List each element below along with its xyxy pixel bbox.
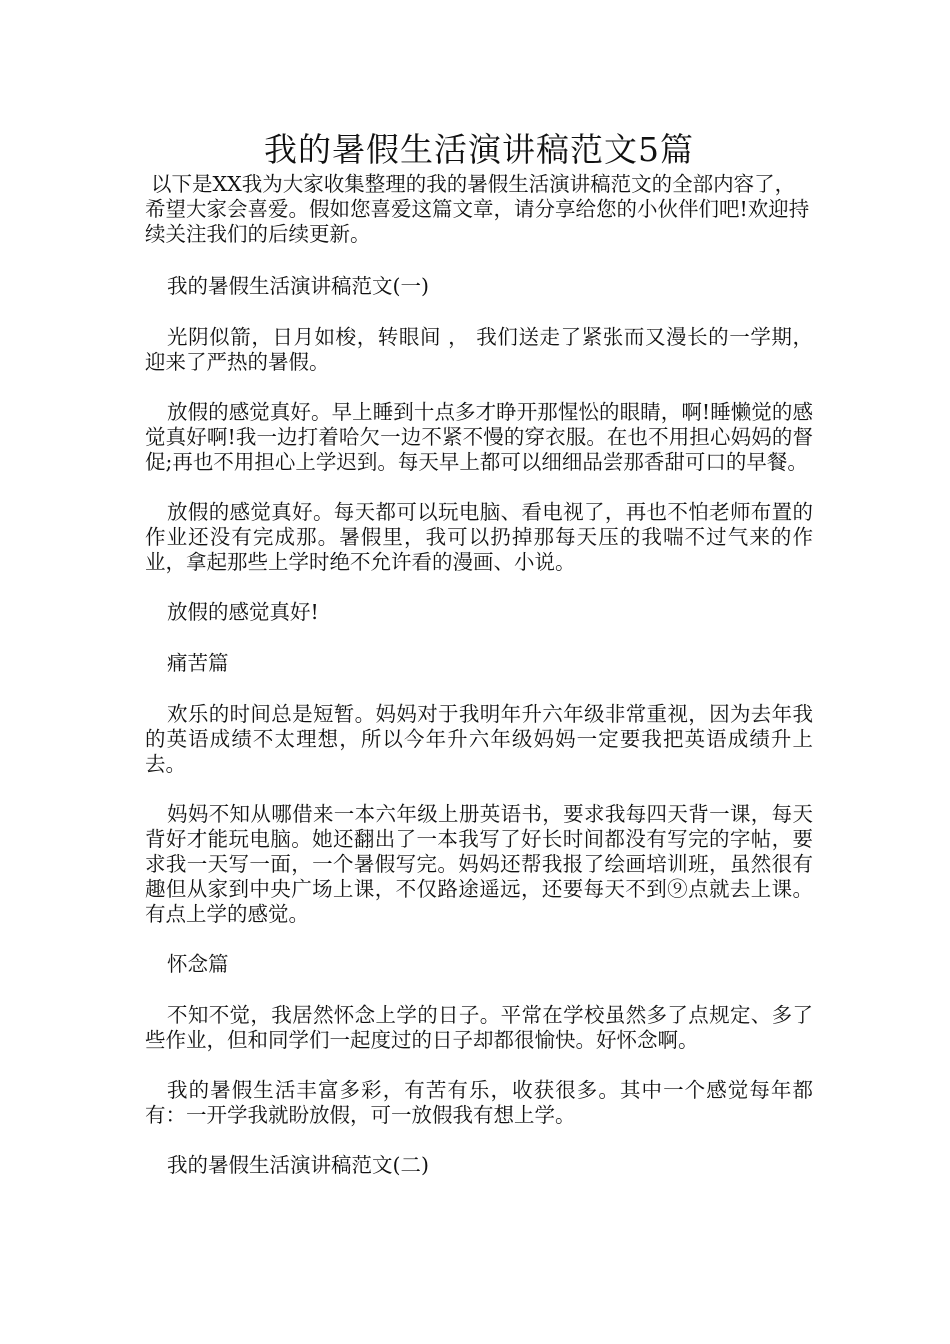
subsection-heading-nostalgia: 怀念篇 [167,952,229,976]
subsection-heading-pain: 痛苦篇 [167,651,229,675]
body-paragraph: 放假的感觉真好。早上睡到十点多才睁开那惺忪的眼睛，啊!睡懒觉的感觉真好啊!我一边打着哈欠一边不紧不慢的穿衣服。在也不用担心妈妈的督促;再也不用担心上学迟到。每天早上都可以细细品尝那香甜可口的早餐。 [145,400,813,474]
body-paragraph: 我的暑假生活丰富多彩，有苦有乐，收获很多。其中一个感觉每年都有：一开学我就盼放假，可一放假我有想上学。 [145,1078,813,1127]
section-heading-2: 我的暑假生活演讲稿范文(二) [167,1153,429,1177]
intro-paragraph: 以下是XX我为大家收集整理的我的暑假生活演讲稿范文的全部内容了，希望大家会喜爱。假如您喜爱这篇文章，请分享给您的小伙伴们吧!欢迎持续关注我们的后续更新。 [145,172,810,246]
section-heading-1: 我的暑假生活演讲稿范文(一) [167,274,429,298]
body-paragraph: 放假的感觉真好! [167,600,319,624]
body-paragraph: 不知不觉，我居然怀念上学的日子。平常在学校虽然多了点规定、多了些作业，但和同学们一起度过的日子却都很愉快。好怀念啊。 [145,1003,813,1052]
document-page [145,128,813,1204]
body-paragraph: 放假的感觉真好。每天都可以玩电脑、看电视了，再也不怕老师布置的作业还没有完成那。暑假里，我可以扔掉那每天压的我喘不过气来的作业，拿起那些上学时绝不允许看的漫画、小说。 [145,500,813,574]
body-paragraph: 光阴似箭，日月如梭，转眼间 ， 我们送走了紧张而又漫长的一学期，迎来了严热的暑假。 [145,325,813,374]
body-paragraph: 妈妈不知从哪借来一本六年级上册英语书，要求我每四天背一课，每天背好才能玩电脑。她还翻出了一本我写了好长时间都没有写完的字帖，要求我一天写一面，一个暑假写完。妈妈还帮我报了绘画培训班，虽然很有趣但从家到中央广场上课，不仅路途遥远，还要每天不到⑨点就去上课。有点上学的感觉。 [145,802,813,926]
document-title: 我的暑假生活演讲稿范文5篇 [264,130,694,169]
body-paragraph: 欢乐的时间总是短暂。妈妈对于我明年升六年级非常重视，因为去年我的英语成绩不太理想，所以今年升六年级妈妈一定要我把英语成绩升上去。 [145,702,813,776]
